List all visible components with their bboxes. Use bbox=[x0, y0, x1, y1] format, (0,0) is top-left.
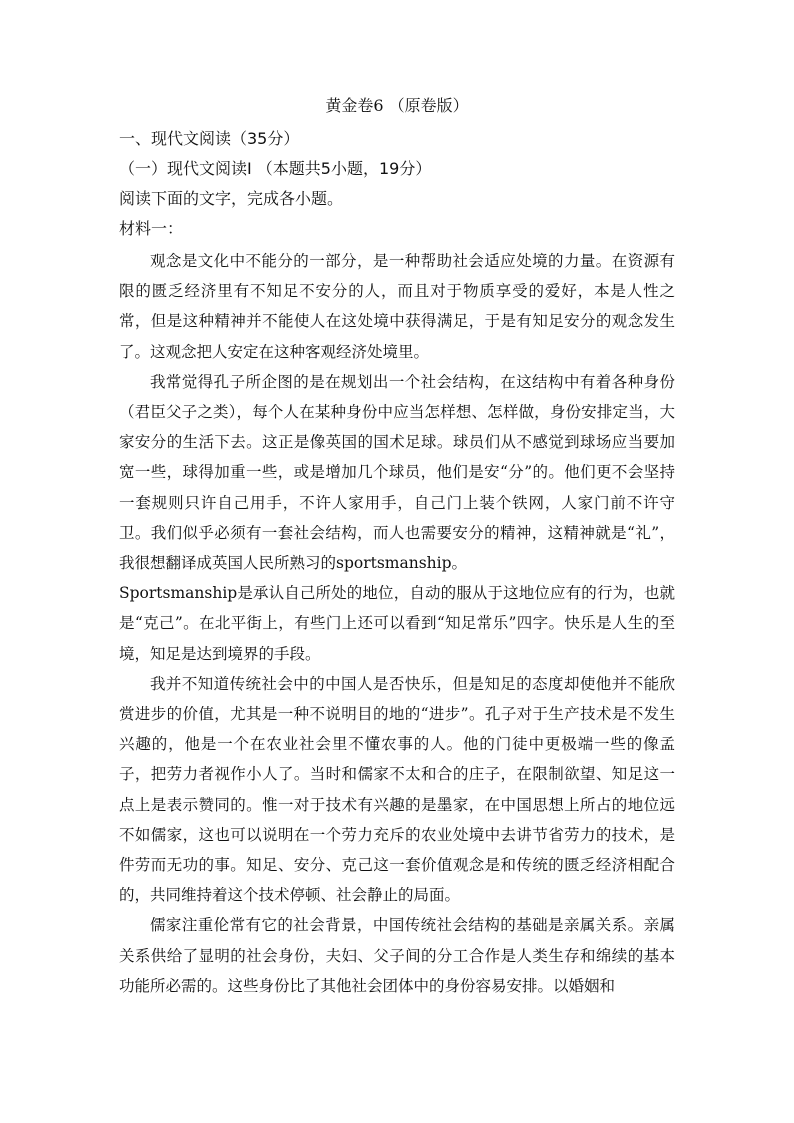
passage-paragraph-4: 我并不知道传统社会中的中国人是否快乐，但是知足的态度却使他并不能欣赏进步的价值，尤其是一种不说明目的地的“进步”。孔子对于生产技术是不发生兴趣的，他是一个在农业社会里不懂农事的人。他的门徒中更极端一些的像孟子，把劳力者视作小人了。当时和儒家不太和合的庄子，在限制欲望、知足这一点上是表示赞同的。惟一对于技术有兴趣的是墨家，在中国思想上所占的地位远不如儒家，这也可以说明在一个劳力充斥的农业处境中去讲节省劳力的技术，是件劳而无功的事。知足、安分、克己这一套价值观念是和传统的匮乏经济相配合的，共同维持着这个技术停顿、社会静止的局面。 bbox=[119, 674, 675, 905]
passage-body bbox=[119, 246, 675, 1001]
passage-paragraph-2: 我常觉得孔子所企图的是在规划出一个社会结构，在这结构中有着各种身份（君臣父子之类），每个人在某种身份中应当怎样想、怎样做，身份安排定当，大家安分的生活下去。这正是像英国的国术足球。球员们从不感觉到球场应当要加宽一些，球得加重一些，或是增加几个球员，他们是安“分”的。他们更不会坚持一套规则只许自己用手，不许人家用手，自己门上装个铁网，人家门前不许守卫。我们似乎必须有一套社会结构，而人也需要安分的精神，这精神就是“礼”，我很想翻译成英国人民所熟习的sportsmanship。 bbox=[119, 372, 675, 573]
reading-instruction: 阅读下面的文字，完成各小题。 bbox=[119, 189, 344, 208]
subsection-heading: （一）现代文阅读Ⅰ （本题共5小题，19分） bbox=[119, 159, 432, 178]
passage-paragraph-5: 儒家注重伦常有它的社会背景，中国传统社会结构的基础是亲属关系。亲属关系供给了显明的社会身份，夫妇、父子间的分工合作是人类生存和绵续的基本功能所必需的。这些身份比了其他社会团体中的身份容易安排。以婚姻和 bbox=[119, 916, 675, 995]
passage-paragraph-3: Sportsmanship是承认自己所处的地位，自动的服从于这地位应有的行为，也就是“克己”。在北平街上，有些门上还可以看到“知足常乐”四字。快乐是人生的至境，知足是达到境界的手段。 bbox=[119, 584, 675, 663]
document-title: 黄金卷6 （原卷版） bbox=[325, 96, 469, 115]
heading-block bbox=[119, 124, 679, 244]
material-label: 材料一： bbox=[119, 219, 184, 238]
section-heading: 一、现代文阅读（35分） bbox=[119, 129, 300, 148]
passage-paragraph-1: 观念是文化中不能分的一部分，是一种帮助社会适应处境的力量。在资源有限的匮乏经济里有不知足不安分的人，而且对于物质享受的爱好，本是人性之常，但是这种精神并不能使人在这处境中获得满足，于是有知足安分的观念发生了。这观念把人安定在这种客观经济处境里。 bbox=[119, 252, 675, 361]
